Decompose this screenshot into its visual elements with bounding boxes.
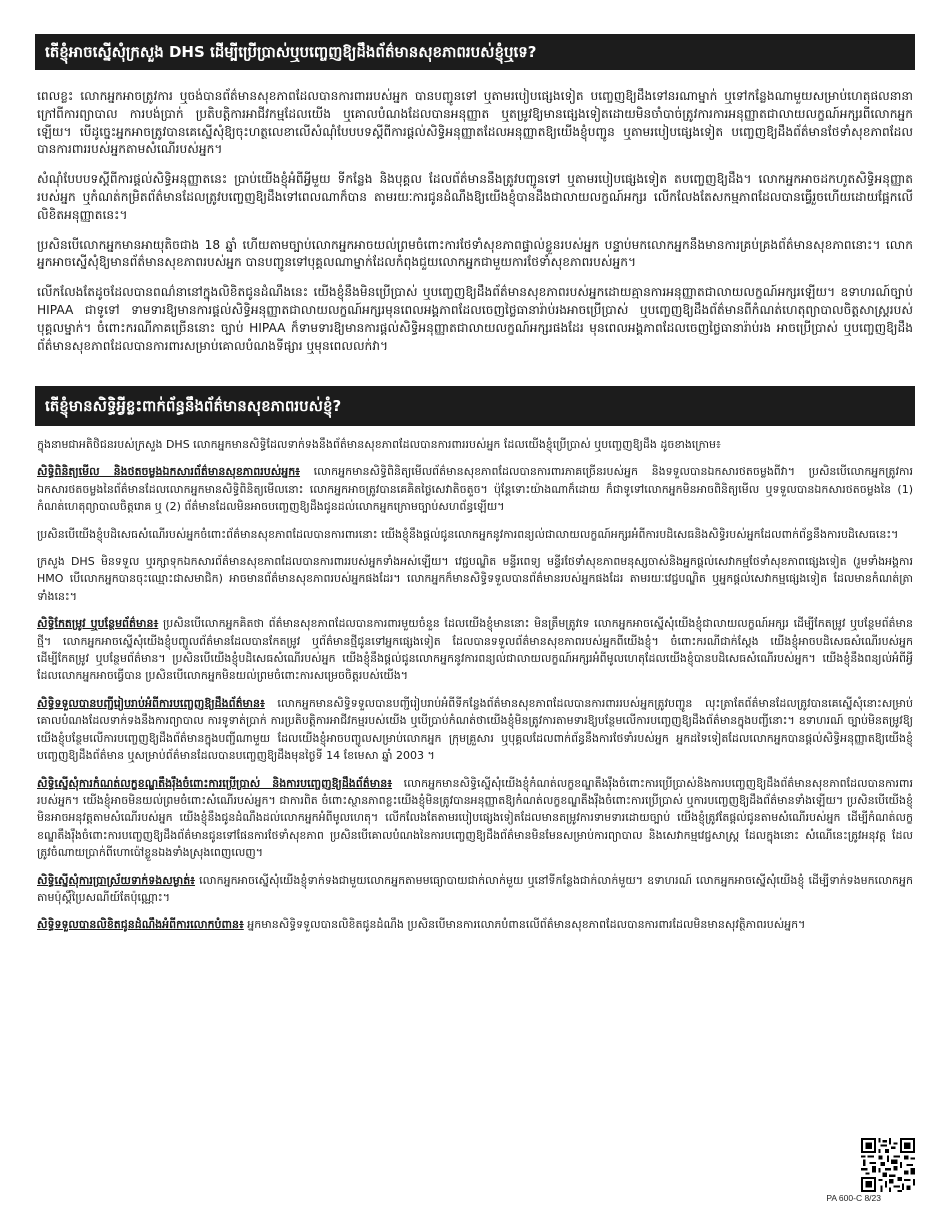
right-text: លោកអ្នកមានសិទ្ធិទទួលបានបញ្ជីរៀបរាប់អំពីទីកន្លែងព័ត៌មានសុខភាពដែលបានការពាររបស់អ្នកត្រូវបញ្ជូន លុះត្រាតែព័ត៌មានដែលត្រូវបានគេស្នើសុំនោះសម្រាប់គោលបំណងដែលទាក់ទងនឹងការព្យាបាល ការទូទាត់ប្រាក់ ការប្រតិបត្តិការអាជីវកម្មរបស់យើង ឬបើប្រាប់កំណត់ថាយើងខ្ញុំមិនត្រូវការតាមទារឱ្យបន្ថែមលើការបញ្ចេញឱ្យដឹងព័ត៌មានក្នុងបញ្ជីនោះ។ ឧទាហរណ៍ ច្បាប់មិនតម្រូវឱ្យយើងខ្ញុំបន្ថែមលើការបញ្ចេញឱ្យដឹងព័ត៌មានក្នុងបញ្ជីណាមួយ ដែលយើងខ្ញុំអាចបញ្ចូលសម្រាប់លោកអ្នក ក្រុមគ្រួសារ ឬបុគ្គលដែលពាក់ព័ន្ធនឹងការថែទាំរបស់អ្នក អ្នកដទៃទៀតដែលលោកអ្នកបានផ្តល់សិទ្ធិអនុញ្ញាតឱ្យយើងខ្ញុំបញ្ចេញឱ្យដឹងព័ត៌មាន ឬសម្រាប់ព័ត៌មានដែលបានបញ្ចេញឱ្យដឹងមុនថ្ងៃទី 14 ខែមេសា ឆ្នាំ 2003 ។ (37, 696, 913, 763)
section-1-heading: តើខ្ញុំអាចស្នើសុំក្រសួង DHS ដើម្បីប្រើប្រាស់ឬបញ្ចេញឱ្យដឹងព័ត៌មានសុខភាពរបស់ខ្ញុំឬទេ? (35, 34, 915, 70)
right-text: ប្រសិនបើយើងខ្ញុំបដិសេធសំណើរបស់អ្នកចំពោះព័ត៌មានសុខភាពដែលបានការពារនោះ យើងខ្ញុំនឹងផ្តល់ជូនលោកអ្នកនូវការពន្យល់ជាលាយលក្ខណ៍អក្សរអំពីការបដិសេធនិងសិទ្ធិរបស់អ្នកដែលពាក់ព័ន្ធនឹងការបដិសេធនេះ។ (37, 527, 899, 541)
right-to-amend (37, 615, 913, 685)
section-2-body (37, 436, 913, 944)
right-text: លោកអ្នកមានសិទ្ធិពិនិត្យមើលព័ត៌មានសុខភាពដែលបានការពារភាគច្រើនរបស់អ្នក និងទទួលបានឯកសារថតចម្លងពីវា។ ប្រសិនបើលោកអ្នកត្រូវការឯកសារថតចម្លងនៃព័ត៌មានដែលលោកអ្នកមានសិទ្ធិពិនិត្យមើលនោះ លោកអ្នកអាចត្រូវបានគេគិតថ្លៃសេវាតិចតួច។ ប៉ុន្តែទោះយ៉ាងណាក៏ដោយ ក៏ជាទូទៅលោកអ្នកមិនអាចពិនិត្យមើល ឬទទួលបានឯកសារថតចម្លងនៃ (1) កំណត់ហេតុព្យាបាលចិត្តរោគ ឬ (2) ព័ត៌មានដែលមិនអាចបញ្ចេញឱ្យដឹងជូនដល់លោកអ្នកក្រោមច្បាប់សហព័ន្ធឡើយ។ (37, 465, 913, 514)
right-heading: សិទ្ធិកែតម្រូវ ឬបន្ថែមព័ត៌មាន៖ (37, 617, 159, 631)
form-code: PA 600-C 8/23 (826, 1193, 881, 1203)
right-heading: សិទ្ធិស្នើសុំការប្រាស្រ័យទាក់ទងសម្ងាត់៖ (37, 873, 196, 887)
right-text: អ្នកមានសិទ្ធិទទួលបានលិខិតជូនដំណឹង ប្រសិនបើមានការលោភបំពានលើព័ត៌មានសុខភាពដែលបានការពារដែលមិនមានសុវត្ថិភាពរបស់អ្នក។ (243, 918, 806, 932)
paragraph: លើកលែងតែដូចដែលបានពណ៌នានៅក្នុងលិខិតជូនដំណឹងនេះ យើងខ្ញុំនឹងមិនប្រើប្រាស់ ឬបញ្ចេញឱ្យដឹងព័ត៌មានសុខភាពរបស់អ្នកដោយគ្មានការអនុញ្ញាតជាលាយលក្ខណ៍អក្សរឡើយ។ ឧទាហរណ៍ច្បាប់ HIPAA ជាទូទៅ ទាមទារឱ្យមានការផ្តល់សិទ្ធិអនុញ្ញាតជាលាយលក្ខណ៍អក្សរមុនពេលអង្គភាពដែលចេញថ្លៃធានារ៉ាប់រងអាចប្រើប្រាស់ ឬបញ្ចេញឱ្យដឹងព័ត៌មានពីកំណត់ហេតុព្យាបាលចិត្តសាស្ត្ររបស់បុគ្គលម្នាក់។ ចំពោះករណីភាគច្រើននោះ ច្បាប់ HIPAA ក៏ទាមទារឱ្យមានការផ្តល់សិទ្ធិអនុញ្ញាតជាលាយលក្ខណ៍អក្សរផងដែរ មុនពេលអង្គភាពដែលចេញថ្លៃធានារ៉ាប់រង អាចប្រើប្រាស់ ឬបញ្ចេញឱ្យដឹងព័ត៌មានសុខភាពដែលបានការពារសម្រាប់គោលបំណងទីផ្សារ ឬមុនពេលលក់វា។ (37, 285, 913, 353)
right-heading: សិទ្ធិស្នើសុំការកំណត់លក្ខខណ្ឌតឹងរ៉ឹងចំពោះការប្រើប្រាស់ និងការបញ្ចេញឱ្យដឹងព័ត៌មាន៖ (37, 776, 393, 790)
section-2-heading: តើខ្ញុំមានសិទ្ធិអ្វីខ្លះពាក់ព័ន្ធនឹងព័ត៌មានសុខភាពរបស់ខ្ញុំ? (35, 386, 915, 426)
right-text: លោកអ្នកមានសិទ្ធិស្នើសុំយើងខ្ញុំកំណត់លក្ខខណ្ឌតឹងរ៉ឹងចំពោះការប្រើប្រាស់និងការបញ្ចេញឱ្យដឹងព័ត៌មានសុខភាពដែលបានការពាររបស់អ្នក។ យើងខ្ញុំអាចមិនយល់ព្រមចំពោះសំណើរបស់អ្នក។ ជាការពិត ចំពោះស្ថានភាពខ្លះយើងខ្ញុំមិនត្រូវបានអនុញ្ញាតឱ្យកំណត់លក្ខខណ្ឌតឹងរ៉ឹងចំពោះការប្រើប្រាស់ ឬការបញ្ចេញឱ្យដឹងព័ត៌មានទាំងឡើយ។ ប្រសិនបើយើងខ្ញុំមិនអាចអនុវត្តតាមសំណើរបស់អ្នក យើងខ្ញុំនឹងជូនដំណឹងដល់លោកអ្នកអំពីមូលហេតុ។ លើកលែងតែតាមរបៀបផ្សេងទៀតដែលមានតម្រូវការទាមទារដោយច្បាប់ យើងខ្ញុំត្រូវតែផ្តល់ជូនតាមសំណើរបស់អ្នក ដើម្បីកំណត់លក្ខខណ្ឌតឹងរ៉ឹងចំពោះការបញ្ចេញឱ្យដឹងព័ត៌មានជូនទៅផែនការថែទាំសុខភាព ប្រសិនបើគោលបំណងនៃការបញ្ចេញឱ្យដឹងព័ត៌មានមិនមែនសម្រាប់ការព្យាបាល និងសេវាកម្មវេជ្ជសាស្ត្រ ដែលក្នុងនោះ សំណើនេះត្រូវអនុវត្ត ដែលត្រូវចំណាយប្រាក់ពីហោប៉ៅខ្លួនឯងទាំងស្រុងពេញលេញ។ (37, 776, 913, 860)
right-text: លោកអ្នកអាចស្នើសុំយើងខ្ញុំទាក់ទងជាមួយលោកអ្នកតាមមធ្យោបាយជាក់លាក់មួយ ឬនៅទីកន្លែងជាក់លាក់មួយ។ ឧទាហរណ៍ លោកអ្នកអាចស្នើសុំយើងខ្ញុំ ដើម្បីទាក់ទងមកលោកអ្នកតាមប៉ុស្តិ៍ប្រៃសណីយ៍តែប៉ុណ្ណោះ។ (37, 873, 913, 904)
right-to-confidential-communications (37, 872, 913, 907)
right-text: ប្រសិនបើលោកអ្នកគិតថា ព័ត៌មានសុខភាពដែលបានការពារមួយចំនួន ដែលយើងខ្ញុំមាននោះ មិនត្រឹមត្រូវទេ លោកអ្នកអាចស្នើសុំយើងខ្ញុំជាលាយលក្ខណ៍អក្សរ ដើម្បីកែតម្រូវ ឬបន្ថែមព័ត៌មានថ្មី។ លោកអ្នកអាចស្នើសុំយើងខ្ញុំបញ្ចូលព័ត៌មានដែលបានកែតម្រូវ ឬព័ត៌មានថ្មីជូនទៅអ្នកផ្សេងទៀត ដែលបានទទួលព័ត៌មានសុខភាពរបស់អ្នកពីយើងខ្ញុំ។ ចំពោះករណីជាក់ស្តែង យើងខ្ញុំអាចបដិសេធសំណើរបស់អ្នក ដើម្បីកែតម្រូវ ឬបន្ថែមព័ត៌មាន។ ប្រសិនបើយើងខ្ញុំបដិសេធសំណើរបស់អ្នក យើងខ្ញុំនឹងផ្តល់ជូនលោកអ្នកនូវការពន្យល់ជាលាយលក្ខណ៍អក្សរអំពីមូលហេតុដែលយើងខ្ញុំបានបដិសេធសំណើរបស់អ្នក។ យើងខ្ញុំនឹងពន្យល់អំពីអ្វីដែលលោកអ្នកអាចធ្វើបាន ប្រសិនបើលោកអ្នកមិនយល់ព្រមចំពោះការសម្រេចចិត្តរបស់យើង។ (37, 617, 913, 683)
denial-paragraph (37, 526, 913, 543)
right-to-restrictions (37, 775, 913, 862)
right-heading: សិទ្ធិទទួលបានលិខិតជូនដំណឹងអំពីការលោកបំពាន៖ (37, 918, 244, 932)
paragraph: ប្រសិនបើលោកអ្នកមានអាយុតិចជាង 18 ឆ្នាំ ហើយតាមច្បាប់លោកអ្នកអាចយល់ព្រមចំពោះការថែទាំសុខភាពផ្ទាល់ខ្លួនរបស់អ្នក បន្ទាប់មកលោកអ្នកនឹងមានការគ្រប់គ្រងព័ត៌មានសុខភាពនោះ។ លោកអ្នកអាចស្នើសុំឱ្យមានព័ត៌មានសុខភាពរបស់អ្នក បានបញ្ជូនទៅបុគ្គលណាម្នាក់ដែលកំពុងជួយលោកអ្នកជាមួយការថែទាំសុខភាពរបស់អ្នក។ (37, 237, 913, 270)
section-2-intro: ក្នុងនាមជាអតិថិជនរបស់ក្រសួង DHS លោកអ្នកមានសិទ្ធិដែលទាក់ទងនឹងព័ត៌មានសុខភាពដែលបានការពាររបស់អ្នក ដែលយើងខ្ញុំប្រើប្រាស់ ឬបញ្ចេញឱ្យដឹង ដូចខាងក្រោម៖ (37, 438, 721, 451)
qr-code-icon (861, 1138, 915, 1192)
right-to-accounting (37, 695, 913, 765)
records-paragraph (37, 553, 913, 605)
right-text: ក្រសួង DHS មិនទទួល ឬរក្សាទុកឯកសារព័ត៌មានសុខភាពដែលបានការពាររបស់អ្នកទាំងអស់ឡើយ។ វេជ្ជបណ្ឌិត មន្ទីរពេទ្យ មន្ទីរថែទាំសុខភាពមនុស្សចាស់និងអ្នកផ្តល់សេវាកម្មថែទាំសុខភាពផ្សេងទៀត (រួមទាំងអង្គការ HMO បើលោកអ្នកបានចុះឈ្មោះជាសមាជិក) អាចមានព័ត៌មានសុខភាពរបស់អ្នកផងដែរ។ លោកអ្នកក៏មានសិទ្ធិទទួលបានព័ត៌មានរបស់អ្នកផងដែរ តាមរយៈវេជ្ជបណ្ឌិត ឬអ្នកផ្តល់សេវាកម្មផ្សេងទៀត ដែលមានកំណត់ត្រាទាំងនេះ។ (37, 555, 913, 603)
right-heading: សិទ្ធិទទួលបានបញ្ជីរៀបរាប់អំពីការបញ្ចេញឱ្យដឹងព័ត៌មាន៖ (37, 696, 265, 710)
paragraph: ពេលខ្លះ លោកអ្នកអាចត្រូវការ ឬចង់បានព័ត៌មានសុខភាពដែលបានការពាររបស់អ្នក បានបញ្ជូនទៅ ឬតាមរបៀបផ្សេងទៀត បញ្ចេញឱ្យដឹងទៅនរណាម្នាក់ ឬទៅកន្លែងណាមួយសម្រាប់ហេតុផលនានាក្រៅពីការព្យាបាល ការបង់ប្រាក់ ប្រតិបត្តិការអាជីវកម្មដែលយើង ឬគោលបំណងដែលបានអនុញ្ញាត ឬតម្រូវឱ្យមានផ្សេងទៀតដោយមិនចាំបាច់ត្រូវការការអនុញ្ញាតជាលាយលក្ខណ៍អក្សរពីលោកអ្នកឡើយ។ បើដូច្នេះអ្នកអាចត្រូវបានគេស្នើសុំឱ្យចុះហត្ថលេខាលើសំណុំបែបបទស្តីពីការផ្តល់សិទ្ធិអនុញ្ញាតដែលអនុញ្ញាតឱ្យយើងខ្ញុំបញ្ជូន ឬតាមរបៀបផ្សេងទៀត បញ្ចេញឱ្យដឹងព័ត៌មានថែទាំសុខភាពដែលបានការពាររបស់អ្នកតាមសំណើរបស់អ្នក។ (37, 89, 913, 157)
right-to-breach-notice (37, 916, 913, 933)
section-1-body (37, 88, 913, 367)
right-heading: សិទ្ធិពិនិត្យមើល និងថតចម្លងឯកសារព័ត៌មានសុខភាពរបស់អ្នក៖ (37, 465, 301, 479)
right-to-inspect (37, 463, 913, 515)
paragraph: សំណុំបែបបទស្តីពីការផ្តល់សិទ្ធិអនុញ្ញាតនេះ ប្រាប់យើងខ្ញុំអំពីអ្វីមួយ ទីកន្លែង និងបុគ្គល ដែលព័ត៌មាននឹងត្រូវបញ្ជូនទៅ ឬតាមរបៀបផ្សេងទៀត តបញ្ចេញឱ្យដឹង។ លោកអ្នកអាចដកហូតសិទ្ធិអនុញ្ញាតរបស់អ្នក ឬកំណត់កម្រិតព័ត៌មានដែលត្រូវបញ្ចេញឱ្យដឹងទៅពេលណាក៏បាន តាមរយៈការជូនដំណឹងឱ្យយើងខ្ញុំបានដឹងជាលាយលក្ខណ៍អក្សរ លើកលែងតែសកម្មភាពដែលបានធ្វើរួចហើយដោយផ្អែកលើលិខិតអនុញ្ញាតនេះ។ (37, 172, 913, 222)
